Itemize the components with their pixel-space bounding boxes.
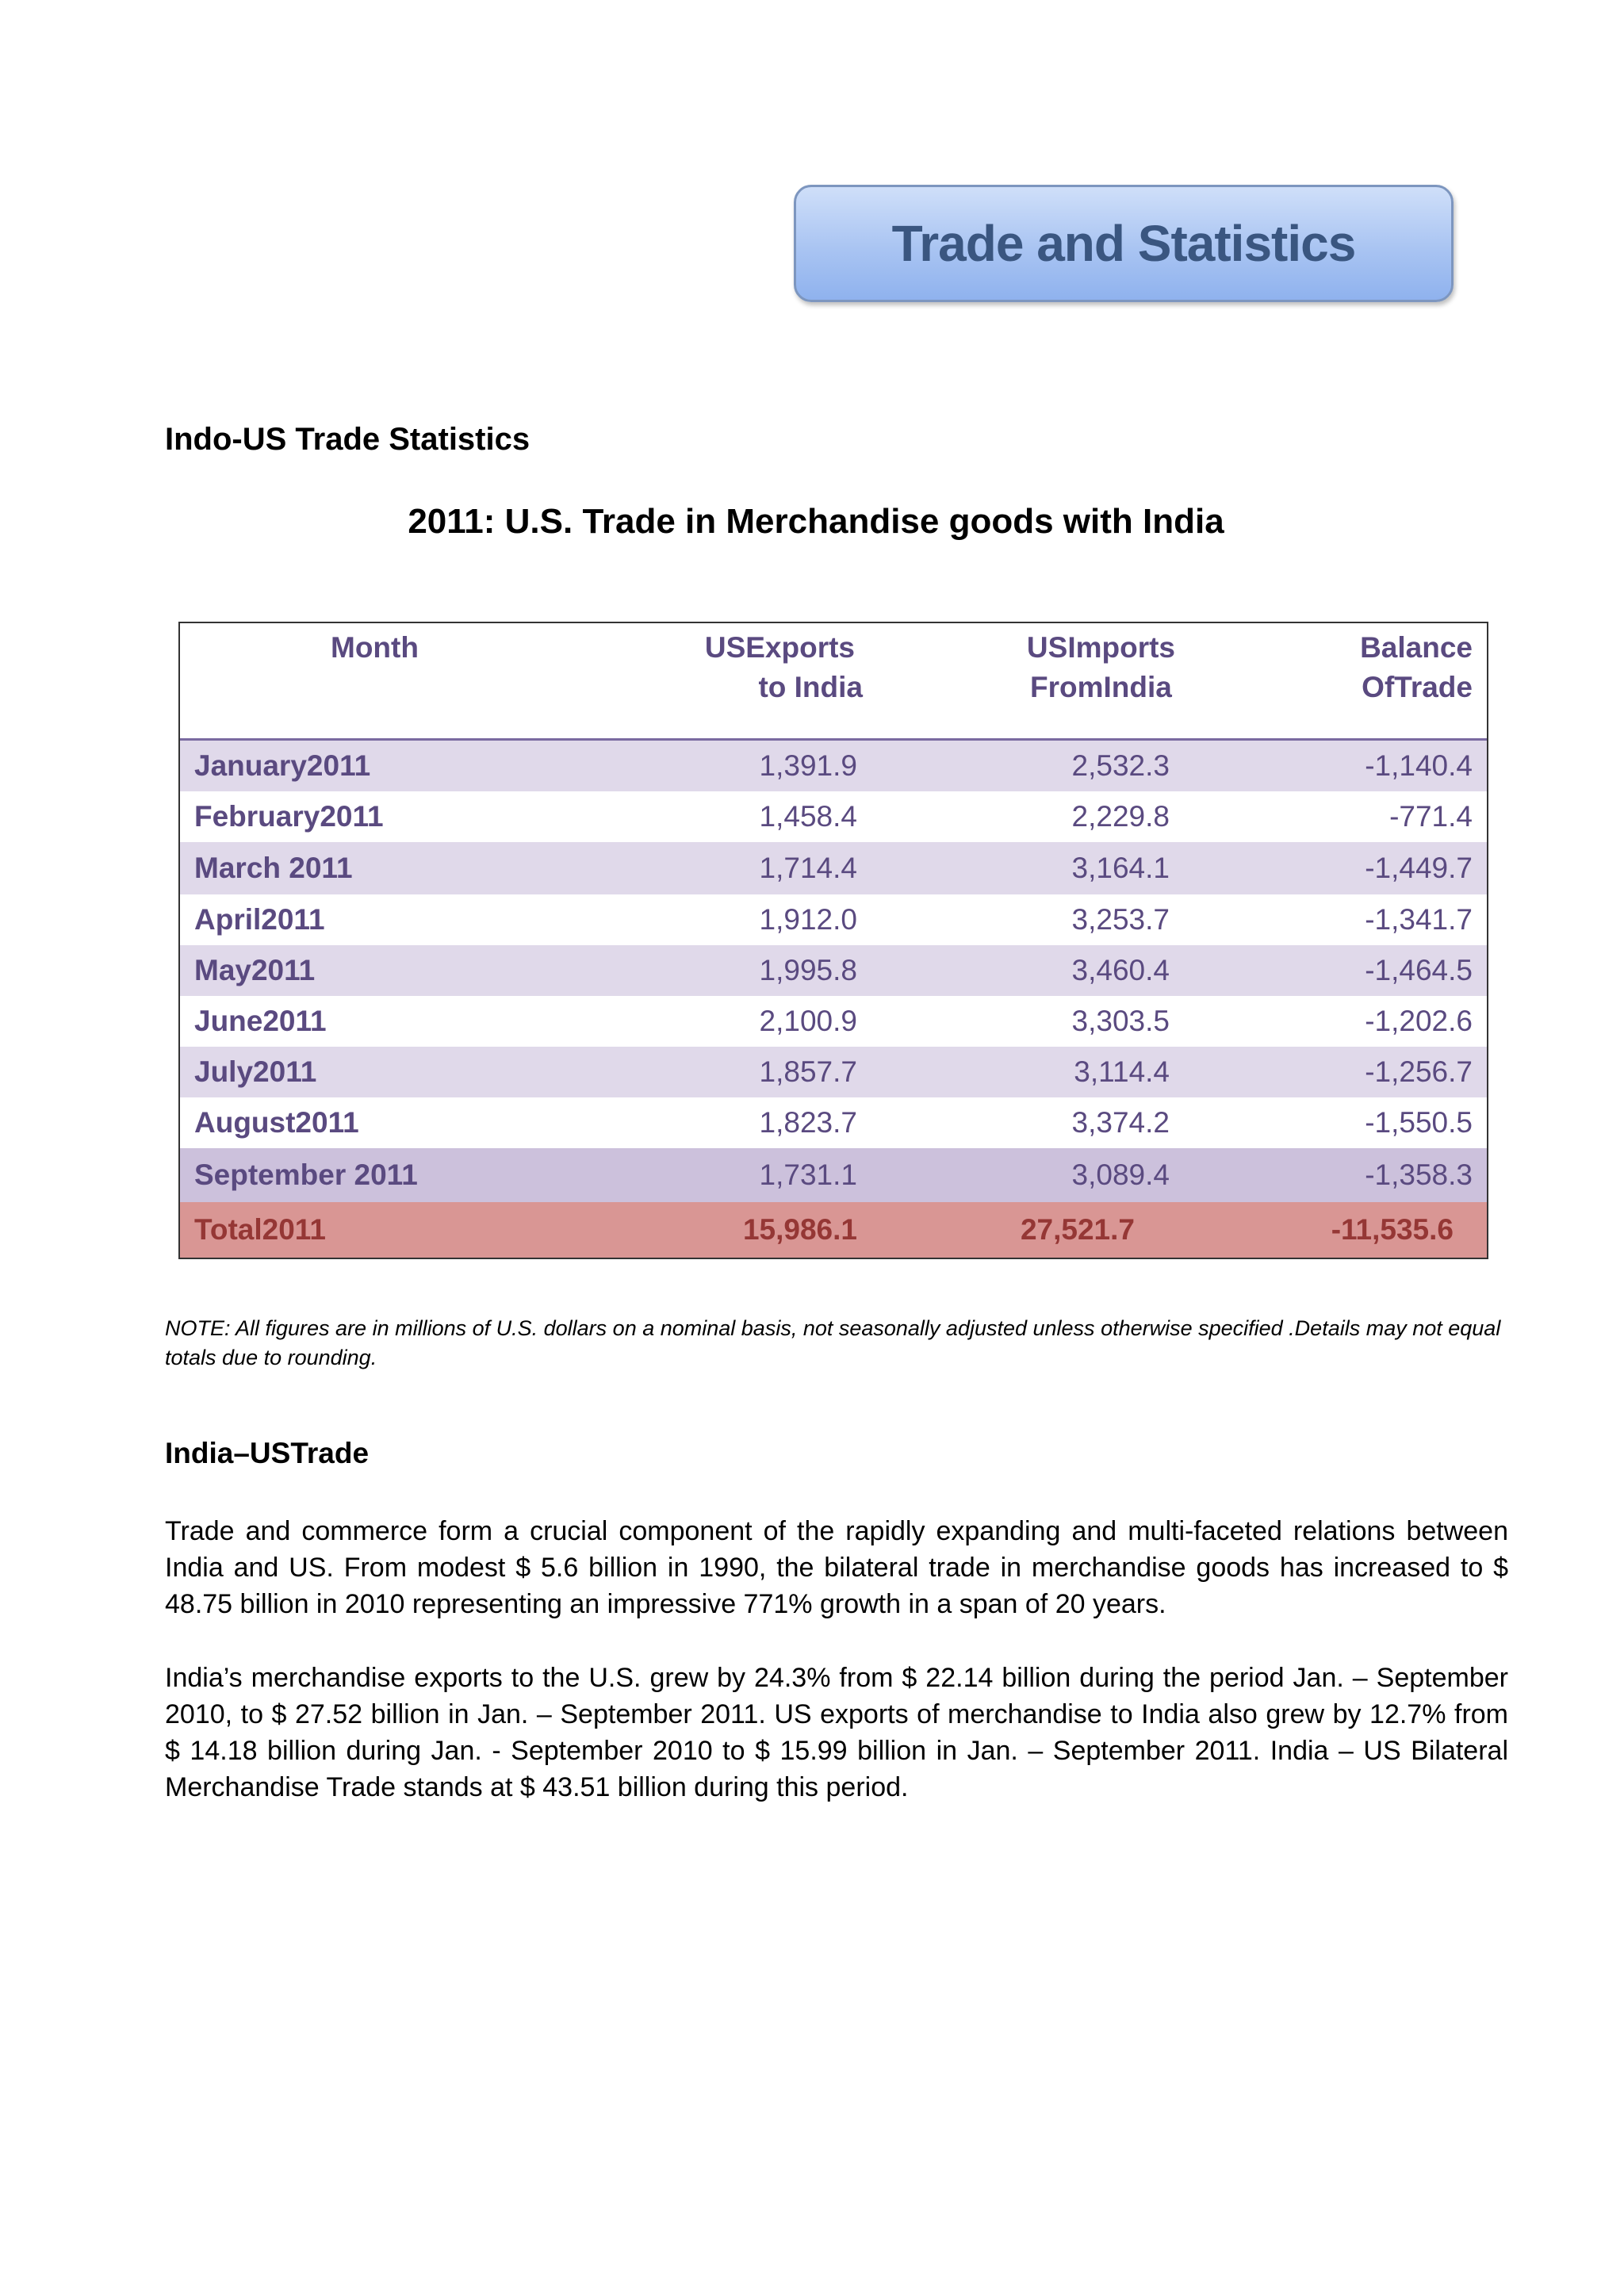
- row-month: February2011: [194, 800, 384, 833]
- row-month: September 2011: [194, 1158, 418, 1191]
- row-balance: -1,550.5: [1365, 1106, 1473, 1139]
- row-exports: 1,857.7: [759, 1055, 857, 1088]
- row-imports: 3,303.5: [1071, 1005, 1170, 1037]
- row-month: April2011: [194, 903, 325, 936]
- row-month: May2011: [194, 954, 316, 986]
- row-exports: 1,823.7: [759, 1106, 857, 1139]
- row-balance: -771.4: [1389, 800, 1473, 833]
- row-imports: 3,374.2: [1071, 1106, 1170, 1139]
- paragraph: Trade and commerce form a crucial component of the rapidly expanding and multi-faceted relations between India and US. From modest $ 5.6 billion in 1990, the bilateral trade in merchandise goods has increased to $ 48.75 billion in 2010 representing an impressive 771% growth in a span of 20 years.: [165, 1516, 1508, 1619]
- table-row: [180, 1148, 1487, 1202]
- header-imports: [1027, 628, 1175, 707]
- table-row: [180, 894, 1487, 945]
- row-exports: 1,912.0: [759, 903, 857, 936]
- row-month: July2011: [194, 1055, 317, 1088]
- row-balance: -1,449.7: [1365, 852, 1473, 884]
- row-balance: -1,256.7: [1365, 1055, 1473, 1088]
- row-balance: -1,202.6: [1365, 1005, 1473, 1037]
- header-balance-line2: OfTrade: [1362, 671, 1473, 703]
- row-imports: 2,532.3: [1071, 749, 1170, 782]
- section-title: Indo-US Trade Statistics: [165, 422, 530, 457]
- row-month: August2011: [194, 1106, 359, 1139]
- row-imports: 3,253.7: [1071, 903, 1170, 936]
- row-exports: 1,995.8: [759, 954, 857, 986]
- table-note: NOTE: All figures are in millions of U.S. dollars on a nominal basis, not seasonally adjusted unless otherwise specified .Details may not equal totals due to rounding.: [165, 1316, 1501, 1369]
- row-month: March 2011: [194, 852, 353, 884]
- table-row: [180, 1047, 1487, 1097]
- table-header: [180, 623, 1487, 741]
- row-exports: 2,100.9: [759, 1005, 857, 1037]
- row-month: June2011: [194, 1005, 327, 1037]
- table-row: [180, 945, 1487, 996]
- table-row: [180, 842, 1487, 894]
- row-exports: 1,391.9: [759, 749, 857, 782]
- row-exports: 1,731.1: [759, 1158, 857, 1191]
- row-imports: 2,229.8: [1071, 800, 1170, 833]
- row-exports: 1,458.4: [759, 800, 857, 833]
- total-row: [180, 1202, 1487, 1258]
- header-exports: [705, 628, 863, 707]
- header-exports-line1: USExports: [704, 631, 855, 664]
- header-imports-line2: FromIndia: [1030, 671, 1172, 703]
- row-exports: 1,714.4: [759, 852, 857, 884]
- row-balance: -1,140.4: [1365, 749, 1473, 782]
- table-row: [180, 1097, 1487, 1148]
- paragraph: India’s merchandise exports to the U.S. grew by 24.3% from $ 22.14 billion during the period Jan. – September 2010, to $ 27.52 billion in Jan. – September 2011. US exports of merchandise to India also grew by 12.7% from $ 14.18 billion during Jan. - September 2010 to $ 15.99 billion in Jan. – September 2011. India – US Bilateral Merchandise Trade stands at $ 43.51 billion during this period.: [165, 1663, 1508, 1802]
- row-balance: -1,464.5: [1365, 954, 1473, 986]
- row-month: January2011: [194, 749, 371, 782]
- trade-statistics-banner: [794, 185, 1454, 302]
- total-exports: 15,986.1: [742, 1213, 857, 1246]
- subsection-title: India–USTrade: [165, 1437, 370, 1469]
- row-balance: -1,341.7: [1365, 903, 1473, 936]
- row-imports: 3,114.4: [1074, 1055, 1170, 1088]
- header-balance: [1360, 628, 1473, 707]
- row-imports: 3,089.4: [1071, 1158, 1170, 1191]
- trade-table: [178, 622, 1488, 1259]
- header-exports-line2: to India: [758, 671, 863, 703]
- banner-title: Trade and Statistics: [891, 215, 1356, 272]
- total-month: Total2011: [194, 1213, 326, 1246]
- row-imports: 3,460.4: [1071, 954, 1170, 986]
- header-imports-line1: USImports: [1026, 631, 1175, 664]
- table-row: [180, 791, 1487, 842]
- table-title: 2011: U.S. Trade in Merchandise goods with India: [408, 502, 1224, 541]
- total-balance: -11,535.6: [1331, 1213, 1454, 1246]
- row-balance: -1,358.3: [1365, 1158, 1473, 1191]
- row-imports: 3,164.1: [1071, 852, 1170, 884]
- total-imports: 27,521.7: [1020, 1213, 1135, 1246]
- table-row: [180, 741, 1487, 791]
- header-balance-line1: Balance: [1360, 631, 1473, 664]
- table-row: [180, 996, 1487, 1047]
- header-month: Month: [331, 631, 419, 664]
